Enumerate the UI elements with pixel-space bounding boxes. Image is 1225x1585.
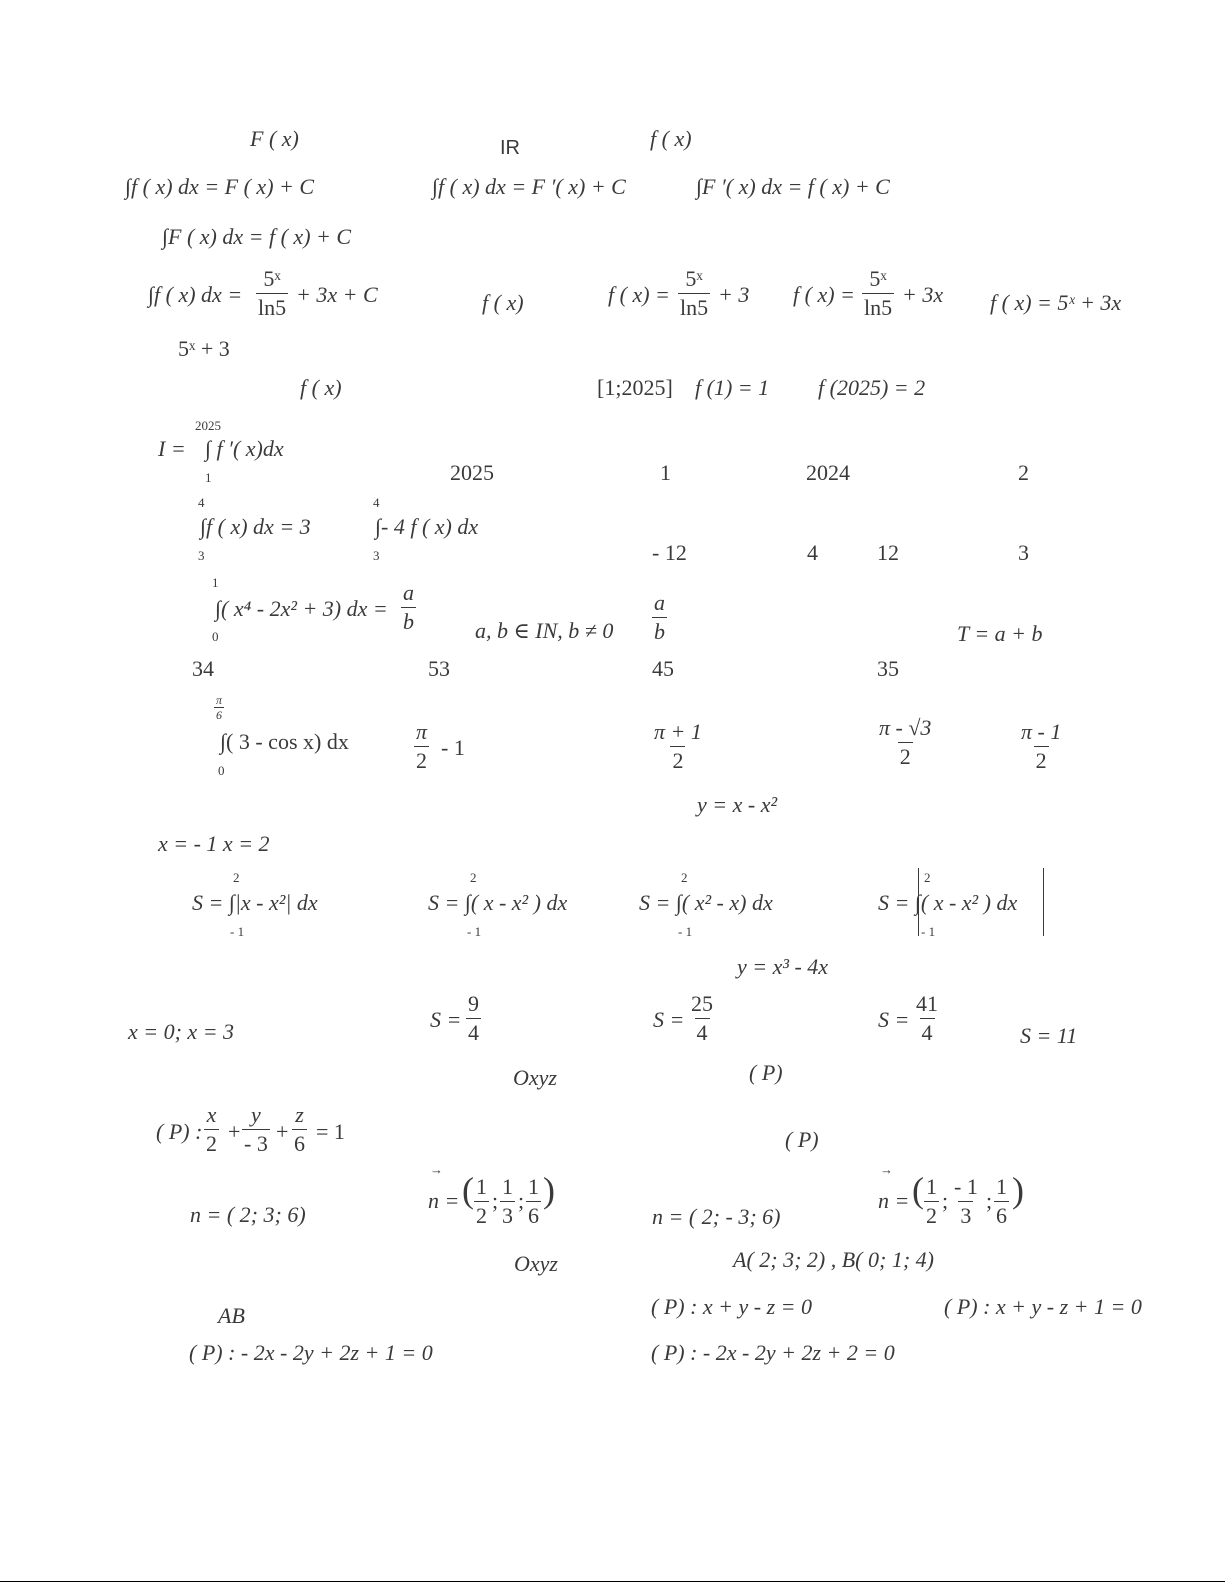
q9-opt-b-d1: 2 <box>476 1203 487 1228</box>
q7-option-d: S = ∫( x - x² ) dx <box>878 890 1018 915</box>
q5-ab-fraction-2 <box>652 592 667 643</box>
q4-int1-upper: 4 <box>198 495 205 510</box>
q9-opt-d-sep2: ; <box>986 1188 993 1213</box>
q10-option-d: ( P) : - 2x - 2y + 2z + 2 = 0 <box>651 1340 895 1365</box>
q1-Fx: F ( x) <box>250 126 299 151</box>
q5-option-c: 45 <box>652 656 674 681</box>
q8-opt1-num: 9 <box>468 991 479 1016</box>
q8-opt3-num: 41 <box>916 991 938 1016</box>
q3-option-b: 1 <box>660 460 671 485</box>
q6-opt4-den: 2 <box>1035 748 1047 773</box>
q8-opt3-pre: S = <box>878 1007 910 1032</box>
q10-AB: AB <box>218 1303 245 1328</box>
q9-opt-d-d2: 3 <box>960 1203 972 1228</box>
q9-opt-b-rparen: ) <box>543 1170 555 1210</box>
q4-option-d: 3 <box>1018 540 1029 565</box>
q9-opt-b-frac1 <box>474 1176 489 1227</box>
q4-int2: ∫- 4 f ( x) dx <box>375 514 479 539</box>
q6-opt1-den: 2 <box>416 748 428 773</box>
q2-rest: + 3x + C <box>296 282 378 307</box>
q5-a: a <box>403 580 414 605</box>
q6-opt2-num: π + 1 <box>654 719 702 744</box>
q3-fx: f ( x) <box>300 375 342 400</box>
q9-opt-b-n3: 1 <box>528 1174 539 1199</box>
q1-option-c: ∫F ′( x) dx = f ( x) + C <box>696 174 890 199</box>
q5-T: T = a + b <box>957 621 1043 646</box>
q7-d-lower: - 1 <box>921 924 936 939</box>
q10-space: Oxyz <box>514 1251 558 1276</box>
q6-opt1-post: - 1 <box>441 735 465 760</box>
q3-interval: [1;2025] <box>597 375 673 400</box>
q9-opt-d-lparen: ( <box>912 1170 924 1210</box>
bottom-rule <box>0 1581 1225 1582</box>
q3-option-d: 2 <box>1018 460 1029 485</box>
q9-opt-b-d3: 6 <box>528 1203 539 1228</box>
q1-option-d: ∫F ( x) dx = f ( x) + C <box>162 224 352 249</box>
q1-fx: f ( x) <box>650 126 692 151</box>
q4-option-c: 12 <box>877 540 899 565</box>
q9-opt-d-sep1: ; <box>942 1188 949 1213</box>
q3-I-lhs: I = <box>158 436 186 461</box>
q9-frac-y <box>242 1104 270 1155</box>
q2-lhs: ∫f ( x) dx = <box>148 282 243 307</box>
q9-opt-b-n2: 1 <box>502 1174 513 1199</box>
q9-opt-d-n1: 1 <box>926 1174 937 1199</box>
q9-z: z <box>295 1102 304 1127</box>
q8-opt1-den: 4 <box>468 1020 479 1045</box>
q6-opt2-den: 2 <box>672 748 684 773</box>
q5-upper: 1 <box>212 575 219 590</box>
q5-integral: ∫( x⁴ - 2x² + 3) dx = <box>215 596 388 621</box>
q4-int1: ∫f ( x) dx = 3 <box>200 514 311 539</box>
q9-frac-z <box>292 1104 307 1155</box>
q9-plus-2: + <box>276 1119 289 1144</box>
q9-eq-post: = 1 <box>316 1119 345 1144</box>
q7-d-abs-right <box>1043 868 1044 936</box>
q7-c-lower: - 1 <box>678 924 693 939</box>
q2-opt2-post: + 3x <box>902 282 944 307</box>
q5-a-2: a <box>654 590 665 615</box>
q9-opt-b-sep1: ; <box>492 1188 499 1213</box>
q2-den: ln5 <box>258 295 287 320</box>
q3-option-a: 2025 <box>450 460 494 485</box>
q9-opt-d-frac2 <box>952 1176 980 1227</box>
q5-lower: 0 <box>212 629 219 644</box>
q6-opt1-num: π <box>416 719 428 744</box>
q9-opt-b-lparen: ( <box>462 1170 474 1210</box>
q3-f1: f (1) = 1 <box>695 375 770 400</box>
q1-option-a: ∫f ( x) dx = F ( x) + C <box>125 174 315 199</box>
q7-curve: y = x - x² <box>697 792 778 817</box>
q6-opt4-fraction <box>1019 721 1063 772</box>
q4-option-a: - 12 <box>652 540 687 565</box>
q3-option-c: 2024 <box>806 460 850 485</box>
q9-y: y <box>251 1102 261 1127</box>
q6-opt2-fraction <box>652 721 704 772</box>
q9-opt-d-n3: 1 <box>996 1174 1007 1199</box>
q9-opt-d-d1: 2 <box>926 1203 937 1228</box>
q9-opt-b-d2: 3 <box>502 1203 513 1228</box>
q9-eq-pre: ( P) : <box>156 1119 203 1144</box>
q7-option-b: S = ∫( x - x² ) dx <box>428 890 568 915</box>
q9-opt-d-n2: - 1 <box>954 1174 978 1199</box>
q4-int2-lower: 3 <box>373 548 380 563</box>
q5-b-2: b <box>654 619 665 644</box>
q3-f2025: f (2025) = 2 <box>818 375 926 400</box>
q6-upper-num: π <box>216 693 223 707</box>
q9-space: Oxyz <box>513 1065 557 1090</box>
q7-a-upper: 2 <box>233 870 240 885</box>
q9-z-den: 6 <box>294 1131 305 1156</box>
q9-opt-d-d3: 6 <box>996 1203 1007 1228</box>
q6-opt3-fraction <box>877 717 933 768</box>
q4-option-b: 4 <box>807 540 818 565</box>
q9-opt-d-arrow: → <box>880 1162 893 1177</box>
q2-opt1-den: ln5 <box>680 295 709 320</box>
q9-opt-b-pre: n = <box>428 1188 460 1213</box>
q8-opt2-num: 25 <box>691 991 713 1016</box>
q8-bounds: x = 0; x = 3 <box>128 1019 235 1044</box>
q6-opt3-den: 2 <box>899 744 911 769</box>
q3-upper: 2025 <box>195 418 221 433</box>
q9-opt-d-pre: n = <box>878 1188 910 1213</box>
q2-opt2-den: ln5 <box>864 295 893 320</box>
q2-fraction <box>256 268 288 319</box>
q9-option-c: n = ( 2; - 3; 6) <box>652 1204 781 1229</box>
q10-points: A( 2; 3; 2) , B( 0; 1; 4) <box>733 1247 934 1272</box>
q2-fx: f ( x) <box>482 290 524 315</box>
q8-opt3-den: 4 <box>921 1020 933 1045</box>
q7-option-a: S = ∫|x - x²| dx <box>192 890 318 915</box>
q9-opt-b-sep2: ; <box>518 1188 525 1213</box>
q2-opt2-pre: f ( x) = <box>793 282 855 307</box>
q2-opt1-pre: f ( x) = <box>608 282 670 307</box>
q2-opt1-num: 5ˣ <box>685 266 703 291</box>
q9-opt-d-frac1 <box>924 1176 939 1227</box>
q5-option-b: 53 <box>428 656 450 681</box>
q10-option-c: ( P) : - 2x - 2y + 2z + 1 = 0 <box>189 1340 433 1365</box>
q6-opt4-num: π - 1 <box>1021 719 1062 744</box>
q9-P2: ( P) <box>785 1127 819 1152</box>
q9-opt-b-frac3 <box>526 1176 541 1227</box>
q7-b-lower: - 1 <box>467 924 482 939</box>
q9-frac-x <box>204 1104 219 1155</box>
q8-opt3-fraction <box>914 993 940 1044</box>
q6-opt1-fraction <box>414 721 429 772</box>
q8-opt1-pre: S = <box>430 1007 462 1032</box>
q2-opt2-num: 5ˣ <box>869 266 887 291</box>
q9-opt-b-n1: 1 <box>476 1174 487 1199</box>
q1-option-b: ∫f ( x) dx = F ′( x) + C <box>432 174 626 199</box>
q6-lower: 0 <box>218 763 225 778</box>
q4-int2-upper: 4 <box>373 495 380 510</box>
q2-opt1-fraction <box>678 268 710 319</box>
q7-b-upper: 2 <box>470 870 477 885</box>
q9-opt-b-frac2 <box>500 1176 515 1227</box>
q8-opt2-pre: S = <box>653 1007 685 1032</box>
q9-x: x <box>206 1102 217 1127</box>
q9-opt-b-arrow: → <box>430 1162 443 1177</box>
q8-opt2-fraction <box>689 993 715 1044</box>
q7-c-upper: 2 <box>681 870 688 885</box>
q1-real-set: IR <box>500 137 520 159</box>
q6-opt3-num: π - √3 <box>879 715 932 740</box>
q4-int1-lower: 3 <box>198 548 205 563</box>
q5-ab-fraction <box>401 582 416 633</box>
q6-integral: ∫( 3 - cos x) dx <box>220 729 349 754</box>
q3-lower: 1 <box>205 470 212 485</box>
q7-a-lower: - 1 <box>230 924 245 939</box>
q8-opt4: S = 11 <box>1020 1023 1078 1048</box>
q2-opt2-fraction <box>862 268 894 319</box>
q9-plus-1: + <box>228 1119 241 1144</box>
q6-upper-den: 6 <box>216 708 222 722</box>
q2-opt3: f ( x) = 5ˣ + 3x <box>990 290 1122 315</box>
q5-condition: a, b ∈ IN, b ≠ 0 <box>475 618 614 643</box>
q9-y-den: - 3 <box>244 1131 268 1156</box>
q2-opt4: 5ˣ + 3 <box>178 336 230 361</box>
q9-x-den: 2 <box>206 1131 217 1156</box>
q7-bounds: x = - 1 x = 2 <box>158 831 270 856</box>
q3-integrand: ∫ f ′( x)dx <box>205 436 284 461</box>
q9-P: ( P) <box>749 1060 783 1085</box>
q5-b: b <box>403 609 414 634</box>
q9-opt-d-frac3 <box>994 1176 1009 1227</box>
q8-opt2-den: 4 <box>696 1020 708 1045</box>
q7-d-upper: 2 <box>924 870 931 885</box>
q5-option-a: 34 <box>192 656 214 681</box>
q8-curve: y = x³ - 4x <box>737 954 829 979</box>
q8-opt1-fraction <box>466 993 481 1044</box>
q2-num: 5ˣ <box>263 266 281 291</box>
q9-option-a: n = ( 2; 3; 6) <box>190 1202 306 1227</box>
q10-option-b: ( P) : x + y - z + 1 = 0 <box>944 1294 1142 1319</box>
q6-upper-fraction <box>214 694 224 721</box>
q2-opt1-post: + 3 <box>718 282 750 307</box>
q5-option-d: 35 <box>877 656 899 681</box>
q10-option-a: ( P) : x + y - z = 0 <box>651 1294 813 1319</box>
q9-opt-d-rparen: ) <box>1012 1170 1024 1210</box>
q7-option-c: S = ∫( x² - x) dx <box>639 890 773 915</box>
